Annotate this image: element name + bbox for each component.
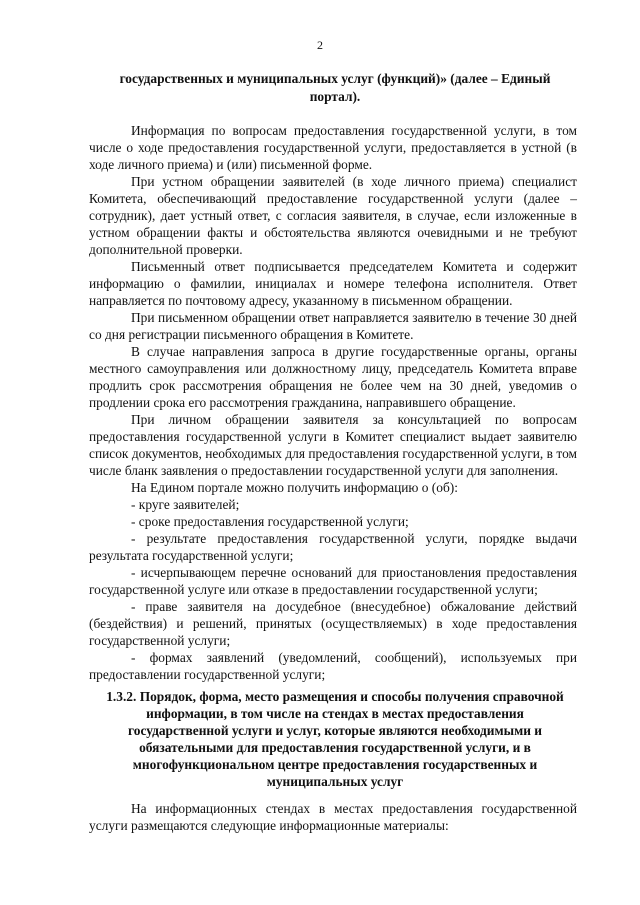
heading-top: государственных и муниципальных услуг (функций)» (далее – Единый портал).: [119, 71, 551, 104]
paragraph: При письменном обращении ответ направляется заявителю в течение 30 дней со дня регистрации письменного обращения в Комитете.: [89, 310, 577, 342]
paragraph: При устном обращении заявителей (в ходе личного приема) специалист Комитета, обеспечивающий предоставление государственной услуги (далее – сотрудник), дает устный ответ, с согласия заявителя, в случае, если изложенные в устном обращении факты и обстоятельства являются очевидными и не требуют дополнительной проверки.: [89, 174, 577, 257]
closing-text: [89, 800, 577, 834]
paragraph: На информационных стендах в местах предоставления государственной услуги размещаются следующие информационные материалы:: [89, 801, 577, 833]
list-item: - праве заявителя на досудебное (внесудебное) обжалование действий (бездействия) и решений, принятых (осуществляемых) в ходе предоставления государственной услуги;: [89, 599, 577, 648]
paragraph: В случае направления запроса в другие государственные органы, органы местного самоуправления или должностному лицу, председатель Комитета вправе продлить срок рассмотрения обращения не более чем на 30 дней, уведомив о продлении срока его рассмотрения гражданина, направившего обращение.: [89, 344, 577, 410]
list-item: - результате предоставления государственной услуги, порядке выдачи результата государственной услуги;: [89, 531, 577, 563]
page-number: 2: [317, 38, 323, 52]
paragraph: На Едином портале можно получить информацию о (об):: [131, 480, 458, 495]
body-text: [89, 122, 577, 683]
list-item: - исчерпывающем перечне оснований для приостановления предоставления государственной услуге или отказе в предоставлении государственной услуги;: [89, 565, 577, 597]
list-item: - круге заявителей;: [131, 497, 240, 512]
section-heading: 1.3.2. Порядок, форма, место размещения и способы получения справочной информации, в том числе на стендах в местах предоставления государственной услуги и услуг, которые являются необходимыми и обязательными для предоставления государственной услуги, и в многофункциональном центре предоставления государственных и муниципальных услуг: [106, 689, 564, 789]
paragraph: При личном обращении заявителя за консультацией по вопросам предоставления государственной услуги в Комитет специалист выдает заявителю список документов, необходимых для предоставления государственной услуги, в том числе бланк заявления о предоставлении государственной услуги для заполнения.: [89, 412, 577, 478]
list-item: - сроке предоставления государственной услуги;: [131, 514, 409, 529]
paragraph: Информация по вопросам предоставления государственной услуги, в том числе о ходе предоставления государственной услуги, предоставляется в устной (в ходе личного приема) и (или) письменной форме.: [89, 123, 577, 172]
paragraph: Письменный ответ подписывается председателем Комитета и содержит информацию о фамилии, инициалах и номере телефона исполнителя. Ответ направляется по почтовому адресу, указанному в письменном обращении.: [89, 259, 577, 308]
list-item: - формах заявлений (уведомлений, сообщений), используемых при предоставлении государственной услуги;: [89, 650, 577, 682]
